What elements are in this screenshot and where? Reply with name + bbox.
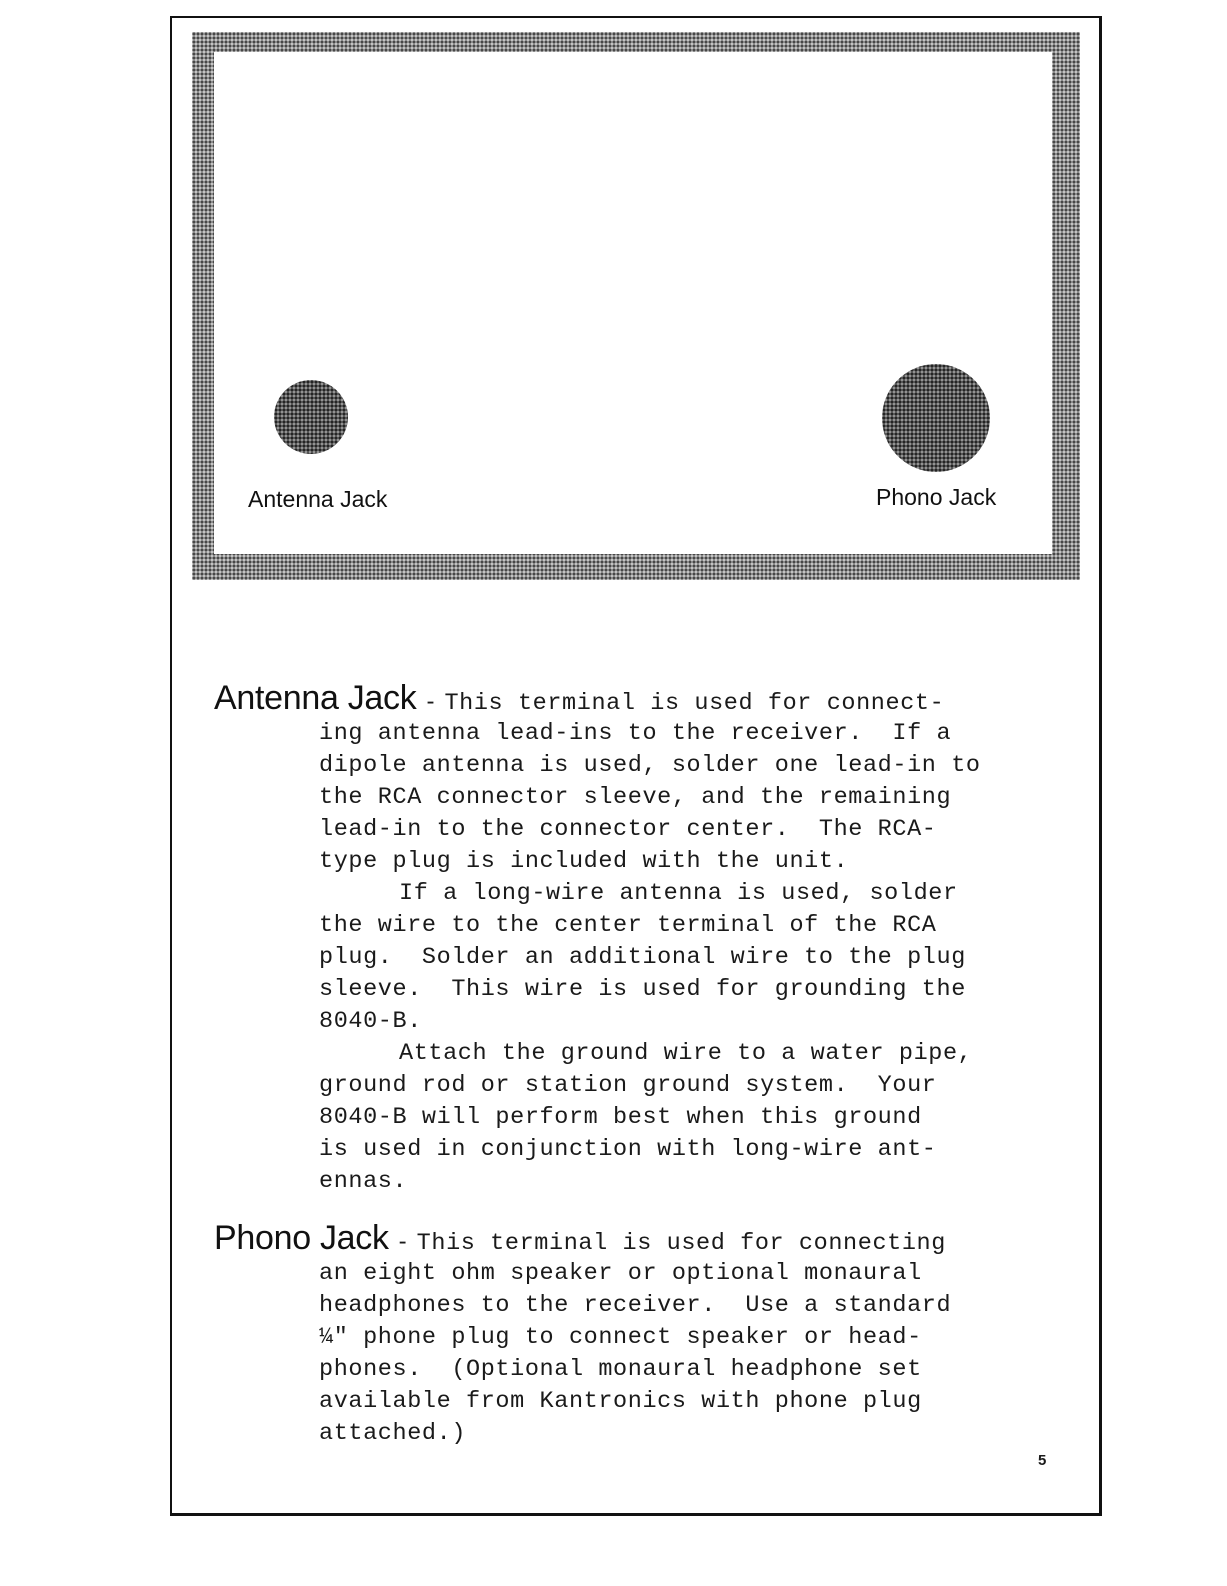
phono-first-line-text: This terminal is used for connecting [416,1230,946,1257]
page-frame [170,16,1102,1516]
antenna-text-line: the wire to the center terminal of the RCA [319,912,937,939]
antenna-text-line: is used in conjunction with long-wire ant- [319,1136,937,1163]
antenna-jack-section [214,678,1094,1198]
antenna-jack-heading: Antenna Jack [214,679,417,717]
phono-dash: - [398,1228,407,1255]
phono-jack-section [214,1218,1094,1450]
phono-text-line: an eight ohm speaker or optional monaural [319,1260,922,1287]
antenna-text-line: 8040-B. [319,1008,422,1035]
antenna-jack-label: Antenna Jack [248,486,388,512]
phono-first-line [214,1218,1094,1258]
antenna-text-line: the RCA connector sleeve, and the remaining [319,784,952,811]
antenna-dash: - [426,688,435,715]
phono-text-line: available from Kantronics with phone plug [319,1388,922,1415]
antenna-text-line: ing antenna lead-ins to the receiver. If a [319,720,952,747]
antenna-text-line: plug. Solder an additional wire to the plug [319,944,966,971]
phono-text-line: phones. (Optional monaural headphone set [319,1356,922,1383]
phono-text-line: ¼" phone plug to connect speaker or head- [319,1324,922,1351]
antenna-text-line: ennas. [319,1168,408,1195]
phono-text-line: attached.) [319,1420,467,1447]
antenna-text-line: lead-in to the connector center. The RCA- [319,816,937,843]
antenna-text-line: If a long-wire antenna is used, solder [399,880,958,907]
rear-panel-diagram [192,32,1080,580]
phono-jack-icon [882,364,990,472]
antenna-text-line: type plug is included with the unit. [319,848,849,875]
antenna-text-line: Attach the ground wire to a water pipe, [399,1040,973,1067]
antenna-first-line-text: This terminal is used for connect- [444,690,945,717]
antenna-first-line [214,678,1094,718]
antenna-text-line: sleeve. This wire is used for grounding the [319,976,966,1003]
antenna-jack-icon [274,380,348,454]
antenna-text-line: 8040-B will perform best when this ground [319,1104,922,1131]
rear-panel-face [214,52,1052,554]
page-number: 5 [1038,1452,1047,1469]
phono-text-line: headphones to the receiver. Use a standard [319,1292,952,1319]
phono-jack-label: Phono Jack [876,484,997,510]
phono-jack-heading: Phono Jack [214,1219,389,1257]
antenna-text-line: dipole antenna is used, solder one lead-in to [319,752,981,779]
antenna-text-line: ground rod or station ground system. Your [319,1072,937,1099]
